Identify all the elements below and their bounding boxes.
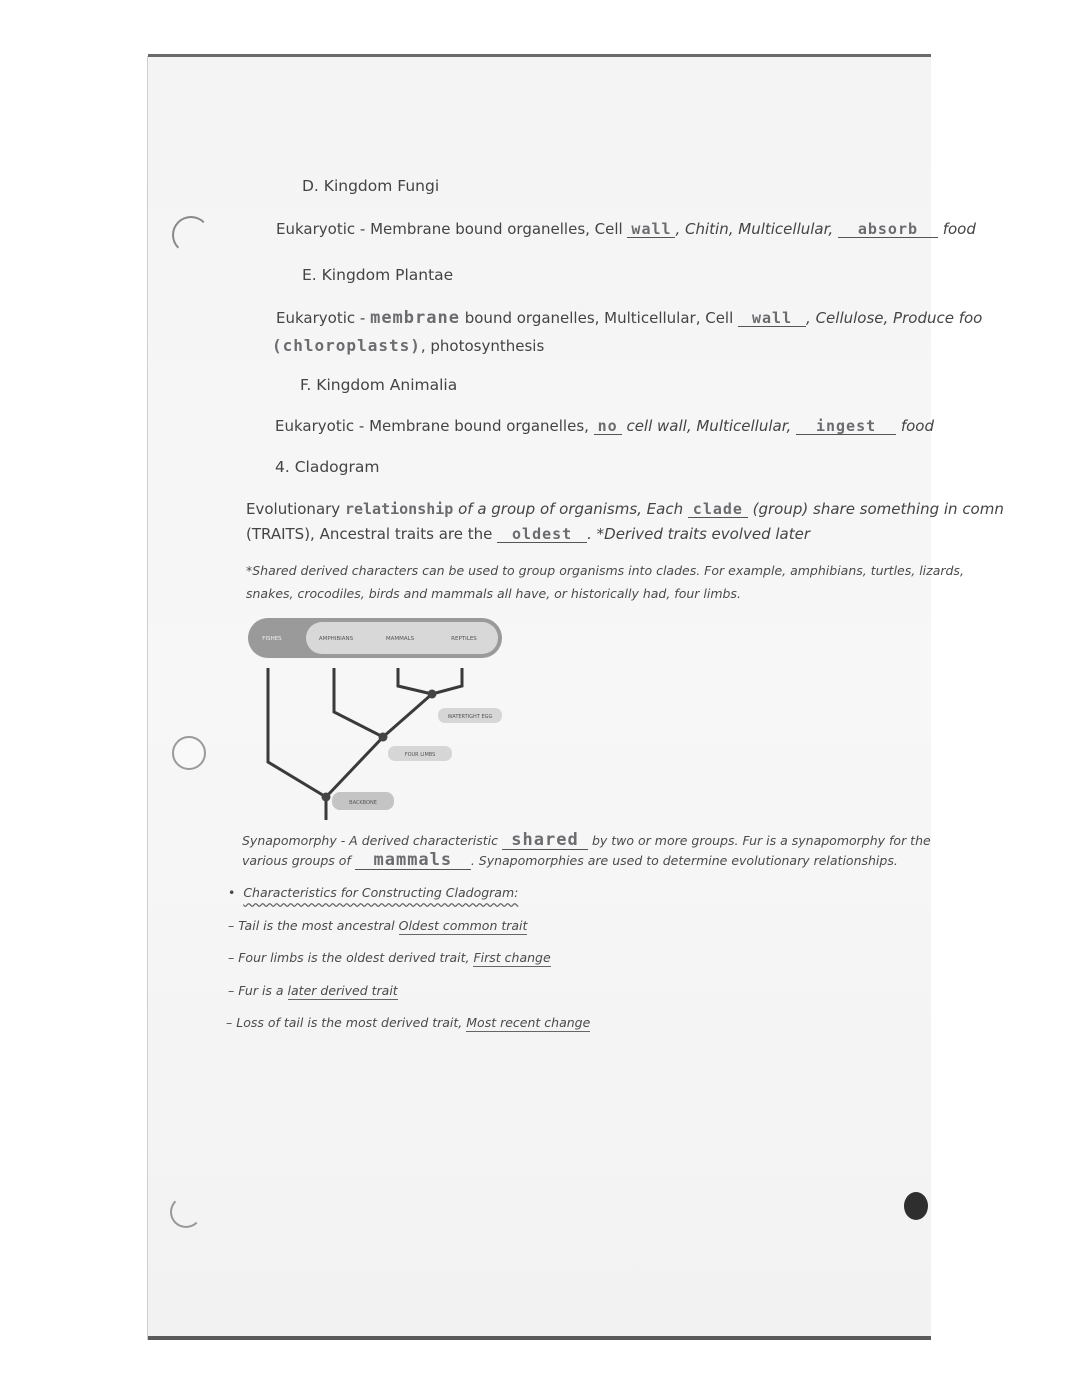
characteristic-item-2 bbox=[228, 950, 551, 965]
synapomorphy-answer-shared: shared bbox=[511, 830, 579, 850]
cladogram-line2 bbox=[246, 525, 810, 543]
synapomorphy-line1 bbox=[242, 832, 931, 850]
characteristic-item-4 bbox=[226, 1015, 590, 1030]
heading-kingdom-plantae: E. Kingdom Plantae bbox=[302, 266, 454, 284]
animalia-text-1: Eukaryotic - Membrane bound organelles, bbox=[275, 417, 594, 435]
characteristic-item-1-text: Tail is the most ancestral bbox=[238, 918, 399, 933]
fungi-description bbox=[276, 220, 976, 238]
paper-bottom-edge bbox=[148, 1336, 931, 1340]
characteristic-item-1 bbox=[228, 918, 527, 933]
plantae-answer-membrane: membrane bbox=[370, 308, 460, 328]
characteristic-item-3 bbox=[228, 983, 398, 998]
cladogram-text-1: Evolutionary bbox=[246, 500, 345, 518]
synapomorphy-text-1: Synapomorphy - A derived characteristic bbox=[242, 833, 502, 848]
binder-hole-top bbox=[172, 216, 210, 254]
characteristic-item-2-underlined: First change bbox=[473, 950, 551, 965]
synapomorphy-text-4: . Synapomorphies are used to determine evolutionary relationships. bbox=[470, 853, 898, 868]
group-label-reptiles: REPTILES bbox=[451, 636, 477, 642]
dash-2: – bbox=[228, 950, 239, 965]
characteristics-heading-text: Characteristics for Constructing Cladogram: bbox=[243, 885, 519, 900]
node-backbone bbox=[322, 793, 331, 802]
synapomorphy-line2 bbox=[242, 852, 898, 870]
dash-4: – bbox=[226, 1015, 237, 1030]
cladogram-diagram bbox=[240, 612, 510, 822]
group-label-mammals: MAMMALS bbox=[385, 636, 415, 642]
cladogram-text-5: . *Derived traits evolved later bbox=[587, 525, 811, 543]
characteristic-item-1-underlined: Oldest common trait bbox=[398, 918, 528, 933]
plantae-description-line1 bbox=[276, 308, 982, 328]
characteristic-item-4-text: Loss of tail is the most derived trait, bbox=[236, 1015, 467, 1030]
cladogram-note-line2: snakes, crocodiles, birds and mammals all have, or historically had, four limbs. bbox=[246, 586, 741, 601]
characteristic-item-4-underlined: Most recent change bbox=[466, 1015, 591, 1030]
synapomorphy-text-3: various groups of bbox=[242, 853, 355, 868]
plantae-description-line2 bbox=[272, 336, 544, 355]
cladogram-answer-clade: clade bbox=[692, 500, 743, 518]
characteristic-item-2-text: Four limbs is the oldest derived trait, bbox=[238, 950, 474, 965]
group-label-amphibians: AMPHIBIANS bbox=[318, 636, 354, 642]
plantae-text-4: , photosynthesis bbox=[420, 337, 545, 355]
cladogram-line1 bbox=[246, 500, 1004, 518]
trait-label-watertight-egg: WATERTIGHT EGG bbox=[447, 714, 493, 720]
plantae-answer-chloroplasts: (chloroplasts) bbox=[272, 336, 421, 355]
cladogram-text-4: (TRAITS), Ancestral traits are the bbox=[246, 525, 498, 543]
dark-spot bbox=[904, 1192, 928, 1220]
animalia-text-2: cell wall, Multicellular, bbox=[621, 417, 797, 435]
cladogram-answer-oldest: oldest bbox=[512, 525, 573, 543]
binder-hole-bottom bbox=[170, 1196, 202, 1228]
bullet-dot: • bbox=[228, 885, 236, 900]
cladogram-text-2: of a group of organisms, Each bbox=[453, 500, 688, 518]
node-watertight-egg bbox=[428, 690, 437, 699]
group-label-fishes: FISHES bbox=[262, 636, 282, 642]
node-four-limbs bbox=[379, 733, 388, 742]
plantae-text-3: , Cellulose, Produce foo bbox=[806, 309, 983, 327]
dash-1: – bbox=[228, 918, 239, 933]
synapomorphy-answer-mammals: mammals bbox=[373, 850, 453, 870]
paper-top-edge bbox=[148, 54, 931, 57]
binder-hole-middle bbox=[172, 736, 206, 770]
fungi-answer-wall: wall bbox=[631, 220, 672, 238]
fungi-text-3: food bbox=[937, 220, 976, 238]
animalia-description bbox=[275, 417, 934, 435]
cladogram-answer-relationship: relationship bbox=[344, 500, 454, 518]
fungi-text-2: , Chitin, Multicellular, bbox=[675, 220, 838, 238]
plantae-text-1: Eukaryotic - bbox=[276, 309, 371, 327]
heading-kingdom-fungi: D. Kingdom Fungi bbox=[302, 177, 440, 195]
cladogram-text-3: (group) share something in comn bbox=[747, 500, 1004, 518]
animalia-answer-no: no bbox=[597, 417, 618, 435]
synapomorphy-text-2: by two or more groups. Fur is a synapomorphy for the bbox=[588, 833, 931, 848]
heading-cladogram: 4. Cladogram bbox=[275, 458, 380, 476]
animalia-answer-ingest: ingest bbox=[815, 417, 877, 435]
fungi-answer-absorb: absorb bbox=[857, 220, 919, 238]
trait-label-backbone: BACKBONE bbox=[349, 800, 377, 806]
heading-kingdom-animalia: F. Kingdom Animalia bbox=[300, 376, 458, 394]
dash-3: – bbox=[228, 983, 239, 998]
animalia-text-3: food bbox=[896, 417, 934, 435]
characteristics-heading bbox=[228, 885, 518, 900]
characteristic-item-3-underlined: later derived trait bbox=[287, 983, 398, 998]
characteristic-item-3-text: Fur is a bbox=[238, 983, 288, 998]
cladogram-note-line1: *Shared derived characters can be used to group organisms into clades. For example, amphibians, turtles, lizards, bbox=[246, 563, 964, 578]
trait-label-four-limbs: FOUR LIMBS bbox=[404, 752, 436, 758]
plantae-answer-wall: wall bbox=[751, 309, 793, 327]
fungi-text-1: Eukaryotic - Membrane bound organelles, Cell bbox=[276, 220, 628, 238]
plantae-text-2: bound organelles, Multicellular, Cell bbox=[459, 309, 739, 327]
